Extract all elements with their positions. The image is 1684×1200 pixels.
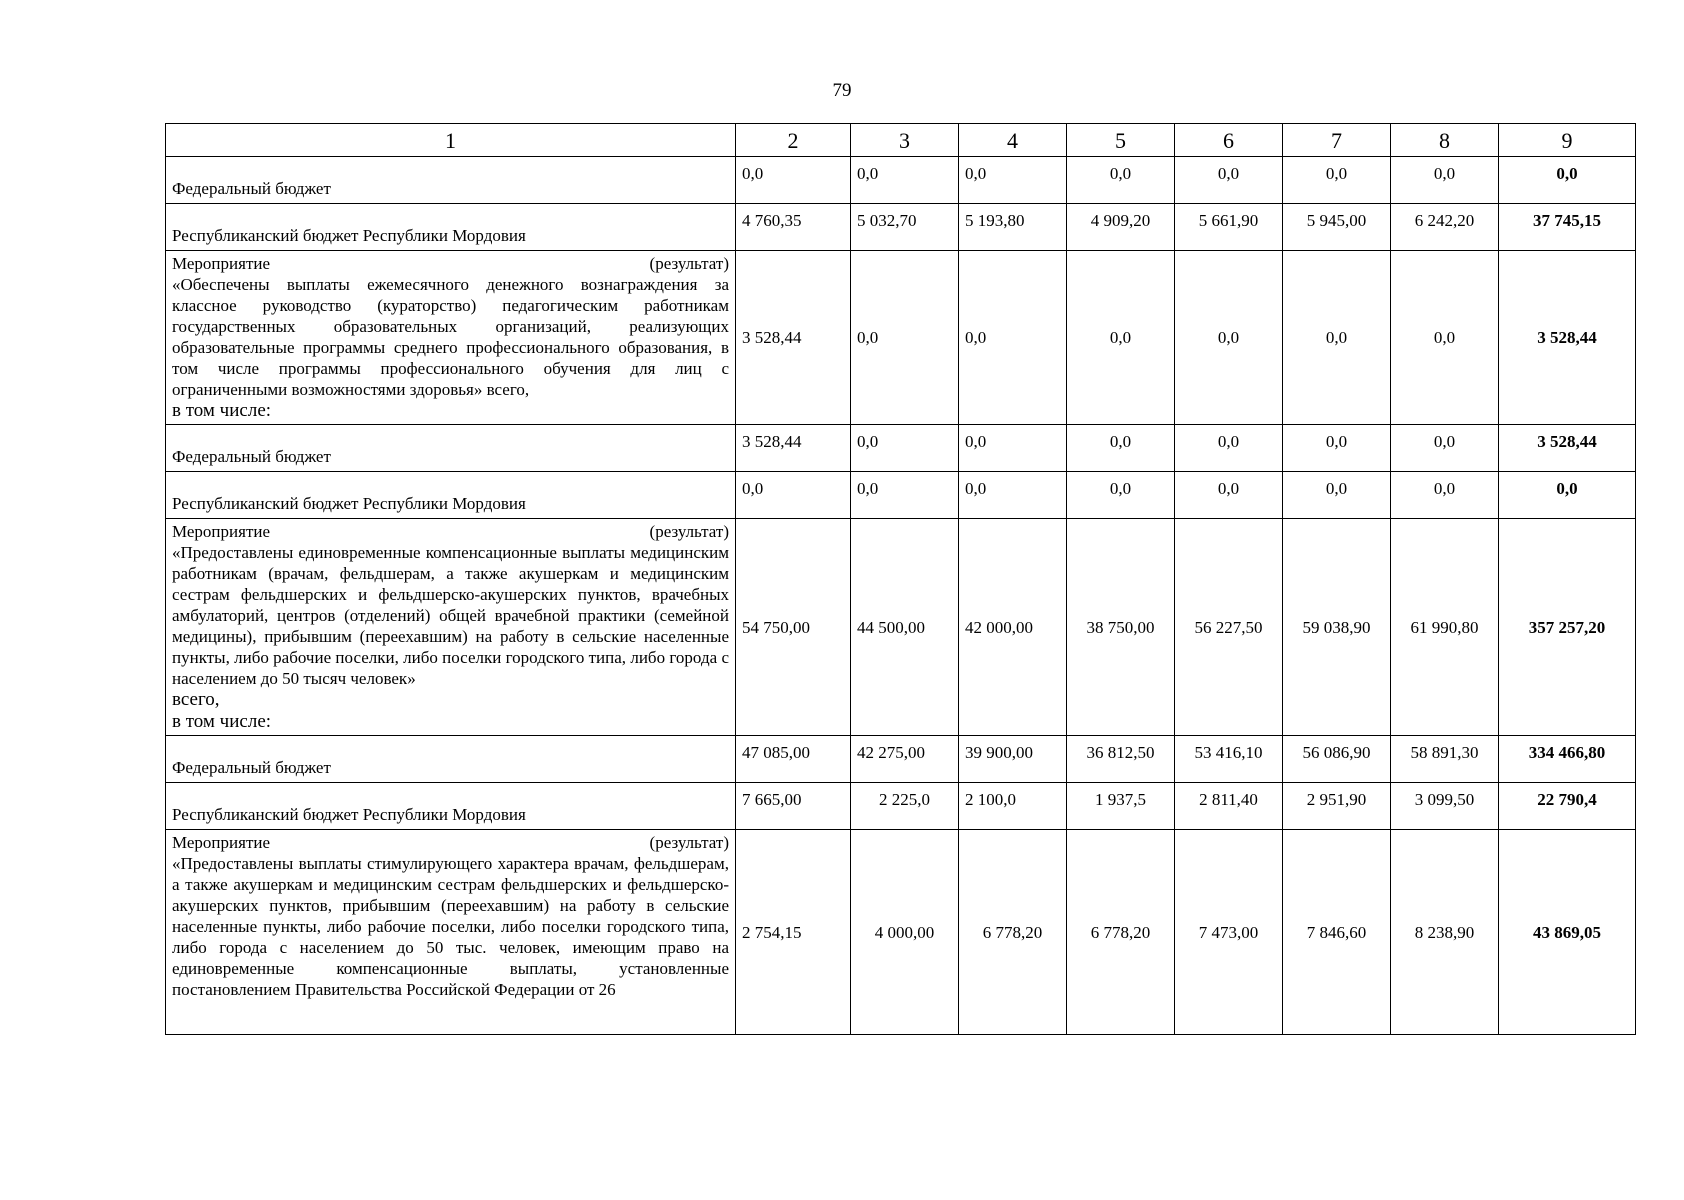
table-header-row [166,124,1636,157]
value-cell: 0,0 [959,251,1067,425]
value-cell: 2 754,15 [736,830,851,1035]
value-cell: 0,0 [736,472,851,519]
measure-result-label: (результат) [649,522,729,541]
value-cell: 54 750,00 [736,519,851,736]
table-row [166,519,1636,736]
value-cell: 38 750,00 [1067,519,1175,736]
total-cell: 0,0 [1499,472,1636,519]
measure-label: Мероприятие [172,522,271,541]
value-cell: 2 811,40 [1175,783,1283,830]
measure-result-label: (результат) [649,254,729,273]
value-cell: 0,0 [1391,472,1499,519]
value-cell: 3 528,44 [736,425,851,472]
measure-label: Мероприятие [172,833,271,852]
header-cell: 7 [1283,124,1391,157]
budget-source-name: Республиканский бюджет Республики Мордовия [166,472,736,519]
table-row [166,736,1636,783]
value-cell: 0,0 [959,472,1067,519]
page-number: 79 [832,80,852,101]
total-cell: 3 528,44 [1499,251,1636,425]
value-cell: 0,0 [1175,472,1283,519]
value-cell: 0,0 [959,425,1067,472]
value-cell: 0,0 [1175,157,1283,204]
value-cell: 0,0 [851,472,959,519]
budget-source-name: Республиканский бюджет Республики Мордовия [166,204,736,251]
value-cell: 7 665,00 [736,783,851,830]
value-cell: 39 900,00 [959,736,1067,783]
value-cell: 0,0 [851,251,959,425]
value-cell: 7 473,00 [1175,830,1283,1035]
table-row [166,251,1636,425]
value-cell: 2 951,90 [1283,783,1391,830]
measure-result-label: (результат) [649,833,729,852]
value-cell: 3 099,50 [1391,783,1499,830]
value-cell: 0,0 [1283,472,1391,519]
measure-total-label: всего, [172,689,220,710]
measure-subtotal-label: в том числе: [172,400,272,421]
value-cell: 0,0 [1391,157,1499,204]
header-cell: 8 [1391,124,1499,157]
budget-source-name: Республиканский бюджет Республики Мордовия [166,783,736,830]
value-cell: 56 086,90 [1283,736,1391,783]
value-cell: 0,0 [851,425,959,472]
header-cell: 1 [166,124,736,157]
value-cell: 0,0 [1067,472,1175,519]
budget-source-name: Федеральный бюджет [166,157,736,204]
value-cell: 58 891,30 [1391,736,1499,783]
value-cell: 5 193,80 [959,204,1067,251]
value-cell: 53 416,10 [1175,736,1283,783]
table-row [166,157,1636,204]
value-cell: 0,0 [959,157,1067,204]
value-cell: 0,0 [1067,425,1175,472]
value-cell: 2 100,0 [959,783,1067,830]
header-cell: 3 [851,124,959,157]
header-cell: 9 [1499,124,1636,157]
value-cell: 0,0 [1391,425,1499,472]
value-cell: 7 846,60 [1283,830,1391,1035]
measure-subtotal-label: в том числе: [172,711,272,732]
value-cell: 1 937,5 [1067,783,1175,830]
value-cell: 5 032,70 [851,204,959,251]
value-cell: 59 038,90 [1283,519,1391,736]
total-cell: 37 745,15 [1499,204,1636,251]
value-cell: 0,0 [1175,425,1283,472]
total-cell: 43 869,05 [1499,830,1636,1035]
total-cell: 3 528,44 [1499,425,1636,472]
value-cell: 8 238,90 [1391,830,1499,1035]
value-cell: 5 945,00 [1283,204,1391,251]
value-cell: 6 778,20 [959,830,1067,1035]
value-cell: 3 528,44 [736,251,851,425]
budget-source-name: Федеральный бюджет [166,736,736,783]
value-cell: 36 812,50 [1067,736,1175,783]
value-cell: 0,0 [1067,157,1175,204]
header-cell: 4 [959,124,1067,157]
value-cell: 4 909,20 [1067,204,1175,251]
total-cell: 22 790,4 [1499,783,1636,830]
value-cell: 42 000,00 [959,519,1067,736]
budget-source-name: Федеральный бюджет [166,425,736,472]
measure-text: «Обеспечены выплаты ежемесячного денежного вознаграждения за классное руководство (кураторство) педагогическим работникам государственных образовательных организаций, реализующих образовательные программы среднего профессионального образования, в том числе программы профессионального обучения для лиц с ограниченными возможностями здоровья» всего, [172,275,729,399]
value-cell: 44 500,00 [851,519,959,736]
total-cell: 357 257,20 [1499,519,1636,736]
value-cell: 6 242,20 [1391,204,1499,251]
measure-description [166,830,736,1035]
value-cell: 6 778,20 [1067,830,1175,1035]
value-cell: 42 275,00 [851,736,959,783]
value-cell: 5 661,90 [1175,204,1283,251]
value-cell: 0,0 [1283,425,1391,472]
measure-text: «Предоставлены единовременные компенсационные выплаты медицинским работникам (врачам, фельдшерам, а также акушеркам и медицинским сестрам фельдшерских и фельдшерско-акушерских пунктов, врачебных амбулаторий, центров (отделений) общей врачебной практики (семейной медицины), прибывшим (переехавшим) на работу в сельские населенные пункты, либо рабочие поселки, либо поселки городского типа, либо города с населением до 50 тысяч человек» [172,543,729,688]
header-cell: 2 [736,124,851,157]
total-cell: 334 466,80 [1499,736,1636,783]
value-cell: 0,0 [1067,251,1175,425]
total-cell: 0,0 [1499,157,1636,204]
measure-description [166,251,736,425]
table-row [166,830,1636,1035]
value-cell: 2 225,0 [851,783,959,830]
value-cell: 0,0 [1283,157,1391,204]
value-cell: 61 990,80 [1391,519,1499,736]
value-cell: 0,0 [1391,251,1499,425]
value-cell: 0,0 [1283,251,1391,425]
header-cell: 6 [1175,124,1283,157]
value-cell: 0,0 [851,157,959,204]
value-cell: 0,0 [736,157,851,204]
table-row [166,425,1636,472]
value-cell: 47 085,00 [736,736,851,783]
budget-table [165,123,1636,1035]
value-cell: 4 000,00 [851,830,959,1035]
table-row [166,204,1636,251]
measure-text: «Предоставлены выплаты стимулирующего характера врачам, фельдшерам, а также акушеркам и медицинским сестрам фельдшерских и фельдшерско-акушерских пунктов, прибывшим (переехавшим) на работу в сельские населенные пункты, либо рабочие поселки, либо поселки городского типа, либо города с населением до 50 тыс. человек, имеющим право на единовременные компенсационные выплаты, установленные постановлением Правительства Российской Федерации от 26 [172,854,729,999]
table-row [166,783,1636,830]
value-cell: 4 760,35 [736,204,851,251]
measure-label: Мероприятие [172,254,271,273]
value-cell: 56 227,50 [1175,519,1283,736]
measure-description [166,519,736,736]
table-row [166,472,1636,519]
header-cell: 5 [1067,124,1175,157]
value-cell: 0,0 [1175,251,1283,425]
